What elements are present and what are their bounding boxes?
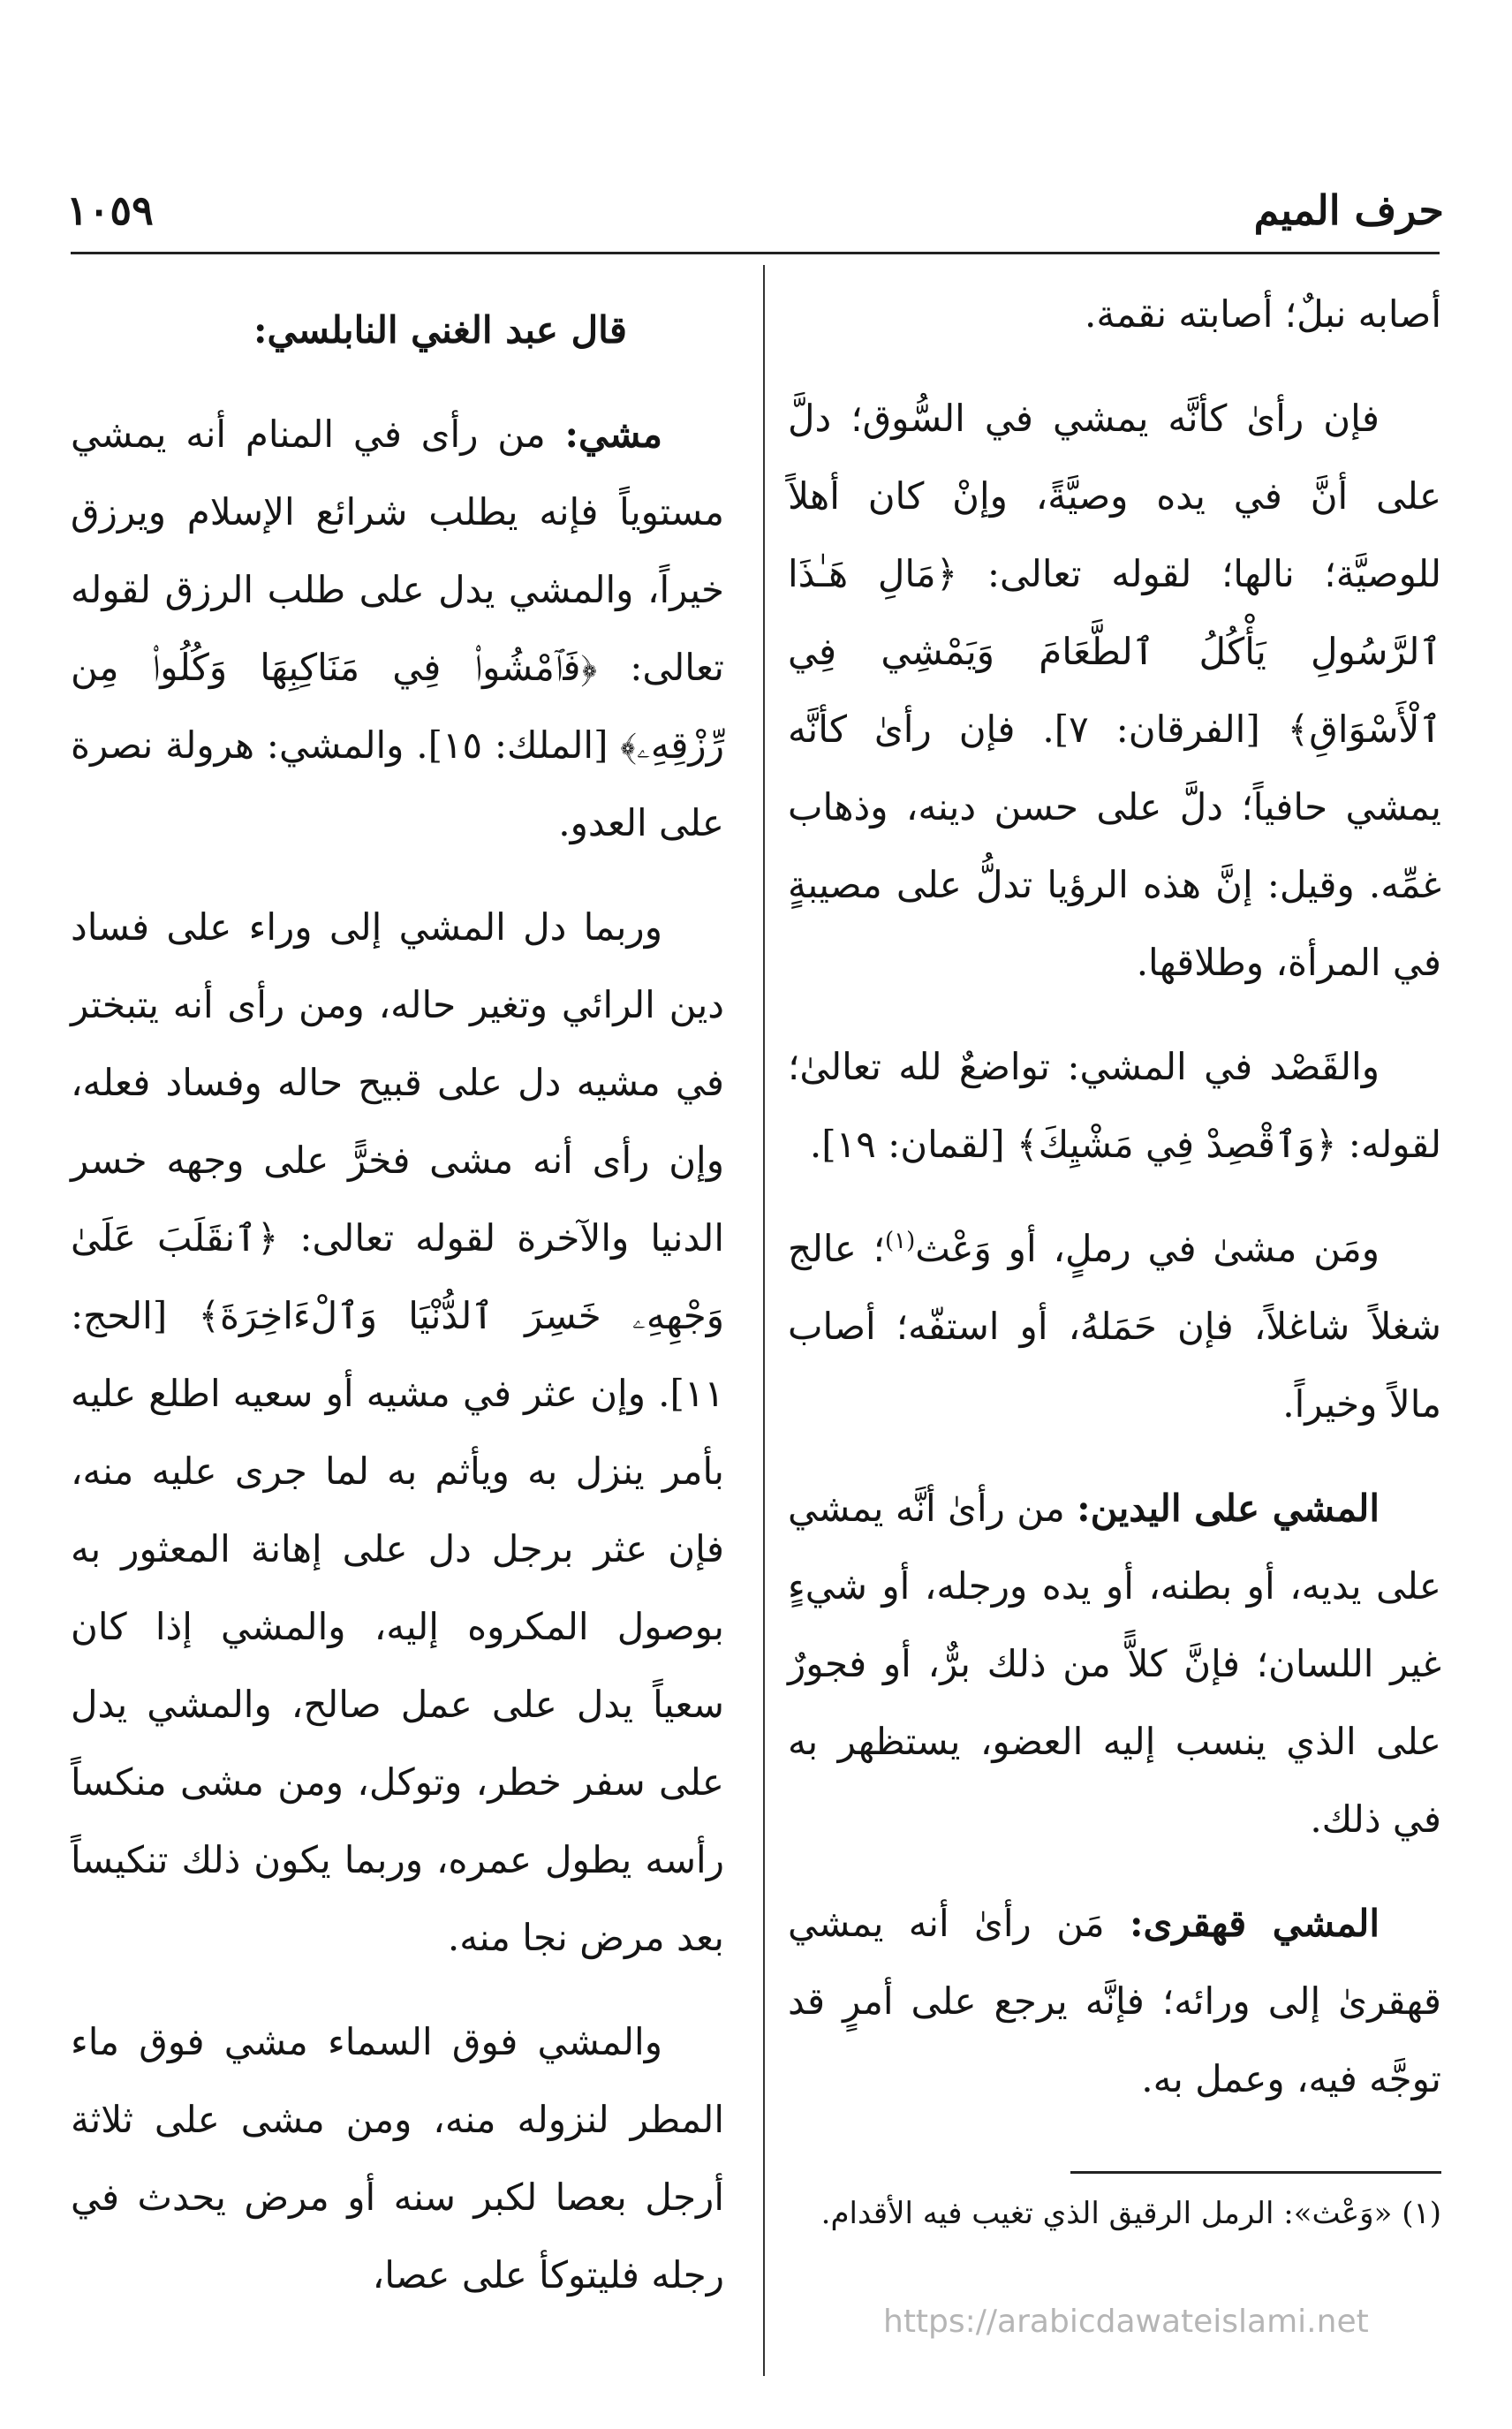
page-header [66,175,1444,246]
section-heading: قال عبد الغني النابلسي: [253,308,627,352]
paragraph-text: ومَن مشىٰ في رملٍ، أو وَعْث [915,1227,1380,1270]
paragraph-text: من رأىٰ أنَّه يمشي على يديه، أو بطنه، أو يده ورجله، أو شيءٍ غير اللسان؛ فإنَّ كلاًّ من ذلك برٌّ، أو فجورٌ على الذي ينسب إليه العضو، يستظهر به في ذلك. [788,1487,1441,1841]
footnote-rule [1070,2171,1441,2174]
paragraph-text: من رأى في المنام أنه يمشي مستوياً فإنه يطلب شرائع الإسلام ويرزق خيراً، والمشي يدل على طلب الرزق لقوله تعالى: ﴿فَٱمْشُوا۟ فِي مَنَاكِبِهَا وَكُلُوا۟ مِن رِّزْقِهِۦ﴾ [الملك: ١٥]. والمشي: هرولة نصرة على العدو. [71,412,725,844]
paragraph: فإن رأىٰ كأنَّه يمشي في السُّوق؛ دلَّ على أنَّ في يده وصيَّةً، وإنْ كان أهلاً للوصيَّة؛ نالها؛ لقوله تعالى: ﴿مَالِ هَـٰذَا ٱلرَّسُولِ يَأْكُلُ ٱلطَّعَامَ وَيَمْشِي فِي ٱلْأَسْوَاقِ﴾ [الفرقان: ٧]. فإن رأىٰ كأنَّه يمشي حافياً؛ دلَّ على حسن دينه، وذهاب غمِّه. وقيل: إنَّ هذه الرؤيا تدلُّ على مصيبةٍ في المرأة، وطلاقها. [788,397,1441,984]
right-column [788,276,1441,2145]
paragraph: أصابه نبلٌ؛ أصابته نقمة. [1084,292,1441,336]
left-column [71,291,724,2341]
entry-heading: مشي: [564,412,662,456]
paragraph: وربما دل المشي إلى وراء على فساد دين الرائي وتغير حاله، ومن رأى أنه يتبختر في مشيه دل على قبيح حاله وفساد فعله، وإن رأى أنه مشى فخرًّ على وجهه خسر الدنيا والآخرة لقوله تعالى: ﴿ٱنقَلَبَ عَلَىٰ وَجْهِهِۦ خَسِرَ ٱلدُّنْيَا وَٱلْءَاخِرَةَ﴾ [الحج: ١١]. وإن عثر في مشيه أو سعيه اطلع عليه بأمر ينزل به ويأثم به لما جرى عليه منه، فإن عثر برجل دل على إهانة المعثور به بوصول المكروه إليه، والمشي إذا كان سعياً يدل على عمل صالح، والمشي يدل على سفر خطر، وتوكل، ومن مشى منكساً رأسه يطول عمره، وربما يكون ذلك تنكيساً بعد مرض نجا منه. [71,905,724,1959]
paragraph-text: ؛ عالج شغلاً شاغلاً، فإن حَمَلهُ، أو استفّه؛ أصاب مالاً وخيراً. [788,1227,1441,1426]
entry-heading: المشي قهقرى: [1129,1902,1380,1945]
page-number: ١٠٥٩ [66,186,154,234]
column-divider [763,265,765,2376]
paragraph [788,1885,1441,2118]
entry-heading: المشي على اليدين: [1077,1487,1380,1530]
paragraph [788,1470,1441,1858]
footnote-marker: (١) [884,1228,916,1254]
paragraph: والقَصْد في المشي: تواضعٌ لله تعالىٰ؛ لقوله: ﴿وَٱقْصِدْ فِي مَشْيِكَ﴾ [لقمان: ١٩]. [788,1045,1441,1166]
paragraph [71,396,724,862]
header-rule [71,252,1440,254]
paragraph [788,1210,1441,1443]
paragraph-text: مَن رأىٰ أنه يمشي قهقرىٰ إلى ورائه؛ فإنَّه يرجع على أمرٍ قد توجَّه فيه، وعمل به. [788,1902,1441,2100]
chapter-title: حرف الميم [1253,186,1444,234]
paragraph: والمشي فوق السماء مشي فوق ماء المطر لنزوله منه، ومن مشى على ثلاثة أرجل بعصا لكبر سنه أو مرض يحدث في رجله فليتوكأ على عصا، [71,2020,724,2297]
watermark: https://arabicdawateislami.net [883,2304,1369,2340]
footnote: (١) «وَعْث»: الرمل الرقيق الذي تغيب فيه الأقدام. [820,2196,1441,2231]
